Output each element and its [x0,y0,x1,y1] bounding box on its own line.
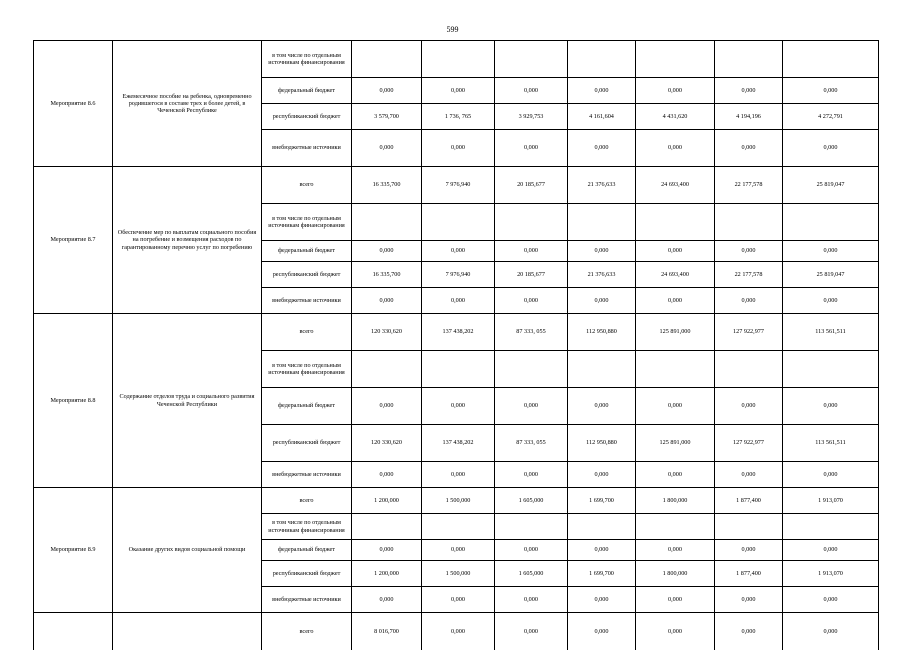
value-cell [352,351,422,388]
value-cell [568,351,636,388]
value-cell: 25 819,047 [783,262,879,288]
value-cell: 0,000 [715,288,783,314]
value-cell: 0,000 [495,540,568,561]
value-cell: 0,000 [495,241,568,262]
funding-source-cell: республиканский бюджет [262,561,352,587]
measure-cell: Мероприятие 8.7 [34,167,113,314]
funding-source-cell: всего [262,314,352,351]
value-cell: 3 929,753 [495,104,568,130]
value-cell: 0,000 [715,241,783,262]
value-cell: 0,000 [636,613,715,650]
value-cell: 0,000 [495,288,568,314]
funding-source-cell: всего [262,613,352,650]
value-cell: 0,000 [495,130,568,167]
value-cell [715,514,783,540]
value-cell: 112 950,880 [568,314,636,351]
value-cell [715,41,783,78]
funding-source-cell: федеральный бюджет [262,241,352,262]
value-cell: 22 177,578 [715,167,783,204]
value-cell: 1 500,000 [422,488,495,514]
value-cell: 0,000 [568,388,636,425]
value-cell [352,514,422,540]
value-cell [715,351,783,388]
value-cell: 137 438,202 [422,425,495,462]
value-cell: 0,000 [715,587,783,613]
value-cell: 3 579,700 [352,104,422,130]
value-cell [352,204,422,241]
table-row [34,314,879,351]
value-cell [495,41,568,78]
value-cell: 0,000 [783,288,879,314]
funding-source-cell: республиканский бюджет [262,104,352,130]
value-cell [422,514,495,540]
funding-source-cell: всего [262,488,352,514]
value-cell: 4 194,196 [715,104,783,130]
value-cell: 0,000 [495,587,568,613]
value-cell: 1 800,000 [636,488,715,514]
value-cell: 0,000 [636,241,715,262]
value-cell: 0,000 [783,613,879,650]
funding-source-cell: в том числе по отдельным источникам финансирования [262,41,352,78]
value-cell: 120 330,620 [352,425,422,462]
value-cell: 0,000 [422,388,495,425]
value-cell: 0,000 [636,587,715,613]
value-cell: 125 891,000 [636,314,715,351]
value-cell: 0,000 [715,613,783,650]
value-cell: 0,000 [352,587,422,613]
budget-table [33,40,879,650]
value-cell: 1 736, 765 [422,104,495,130]
description-cell: Оказание других видов социальной помощи [113,488,262,613]
value-cell: 0,000 [422,613,495,650]
value-cell [636,41,715,78]
value-cell: 0,000 [422,288,495,314]
value-cell: 113 561,511 [783,425,879,462]
value-cell: 0,000 [715,540,783,561]
value-cell: 0,000 [352,388,422,425]
value-cell: 113 561,511 [783,314,879,351]
value-cell: 0,000 [495,613,568,650]
value-cell: 0,000 [636,130,715,167]
value-cell [422,41,495,78]
value-cell: 8 016,700 [352,613,422,650]
value-cell: 0,000 [422,540,495,561]
value-cell: 0,000 [636,462,715,488]
value-cell: 0,000 [783,388,879,425]
value-cell [568,204,636,241]
value-cell: 1 913,070 [783,488,879,514]
value-cell: 1 699,700 [568,488,636,514]
value-cell: 0,000 [568,587,636,613]
value-cell: 0,000 [783,540,879,561]
measure-cell: Мероприятие 8.8 [34,314,113,488]
value-cell: 16 335,700 [352,262,422,288]
value-cell: 0,000 [352,288,422,314]
funding-source-cell: внебюджетные источники [262,288,352,314]
value-cell: 0,000 [568,540,636,561]
funding-source-cell: в том числе по отдельным источникам финансирования [262,514,352,540]
value-cell: 0,000 [352,78,422,104]
value-cell [422,351,495,388]
value-cell: 0,000 [783,241,879,262]
value-cell: 0,000 [715,388,783,425]
funding-source-cell: в том числе по отдельным источникам финансирования [262,204,352,241]
measure-cell: Мероприятие 8.9 [34,488,113,613]
description-cell: Содержание отделов труда и социального развития Чеченской Республики [113,314,262,488]
measure-cell: Мероприятие 8.6 [34,41,113,167]
value-cell: 0,000 [636,388,715,425]
value-cell: 1 877,400 [715,488,783,514]
value-cell [422,204,495,241]
value-cell: 120 330,620 [352,314,422,351]
value-cell: 7 976,940 [422,262,495,288]
value-cell [495,204,568,241]
value-cell: 0,000 [422,462,495,488]
value-cell: 1 605,000 [495,488,568,514]
value-cell: 24 693,400 [636,167,715,204]
page-number: 599 [446,25,459,34]
table-row [34,41,879,78]
value-cell: 0,000 [495,388,568,425]
value-cell: 0,000 [636,78,715,104]
funding-source-cell: внебюджетные источники [262,462,352,488]
funding-source-cell: федеральный бюджет [262,388,352,425]
value-cell: 137 438,202 [422,314,495,351]
value-cell [636,351,715,388]
funding-source-cell: республиканский бюджет [262,425,352,462]
description-cell: Обеспечение мер по выплатам социального пособия на погребение и возмещения расходов по гарантированному перечню услуг по погребению [113,167,262,314]
value-cell [783,204,879,241]
value-cell: 21 376,633 [568,262,636,288]
value-cell: 0,000 [715,130,783,167]
value-cell: 7 976,940 [422,167,495,204]
value-cell: 0,000 [715,78,783,104]
value-cell: 0,000 [422,241,495,262]
value-cell: 4 431,620 [636,104,715,130]
value-cell [495,514,568,540]
value-cell: 0,000 [495,462,568,488]
value-cell: 21 376,633 [568,167,636,204]
value-cell [715,204,783,241]
value-cell: 87 333, 055 [495,314,568,351]
value-cell: 0,000 [568,241,636,262]
funding-source-cell: федеральный бюджет [262,540,352,561]
value-cell: 0,000 [568,613,636,650]
value-cell: 87 333, 055 [495,425,568,462]
value-cell: 1 877,400 [715,561,783,587]
value-cell: 0,000 [352,540,422,561]
value-cell [783,351,879,388]
value-cell: 0,000 [715,462,783,488]
funding-source-cell: федеральный бюджет [262,78,352,104]
budget-table-body [34,41,879,650]
value-cell [636,514,715,540]
value-cell: 0,000 [636,540,715,561]
value-cell: 0,000 [495,78,568,104]
table-row [34,488,879,514]
value-cell: 127 922,977 [715,425,783,462]
value-cell: 0,000 [568,130,636,167]
funding-source-cell: внебюджетные источники [262,587,352,613]
description-cell: Ежемесячное пособие на ребенка, одновременно родившегося в составе трех и более детей, в Чеченской Республике [113,41,262,167]
value-cell: 4 272,791 [783,104,879,130]
table-row [34,613,879,650]
value-cell: 112 950,880 [568,425,636,462]
value-cell: 1 800,000 [636,561,715,587]
value-cell: 16 335,700 [352,167,422,204]
value-cell: 0,000 [422,587,495,613]
value-cell: 1 699,700 [568,561,636,587]
value-cell: 4 161,604 [568,104,636,130]
value-cell: 0,000 [783,78,879,104]
value-cell: 22 177,578 [715,262,783,288]
value-cell: 1 913,070 [783,561,879,587]
value-cell: 1 500,000 [422,561,495,587]
funding-source-cell: в том числе по отдельным источникам финансирования [262,351,352,388]
value-cell [495,351,568,388]
value-cell: 0,000 [352,130,422,167]
funding-source-cell: всего [262,167,352,204]
funding-source-cell: республиканский бюджет [262,262,352,288]
value-cell: 1 200,000 [352,561,422,587]
value-cell: 0,000 [568,288,636,314]
value-cell: 125 891,000 [636,425,715,462]
value-cell [783,514,879,540]
value-cell: 1 605,000 [495,561,568,587]
value-cell: 24 693,400 [636,262,715,288]
value-cell: 0,000 [422,78,495,104]
value-cell: 0,000 [352,462,422,488]
table-row [34,167,879,204]
description-cell [113,613,262,650]
value-cell [783,41,879,78]
value-cell [352,41,422,78]
funding-source-cell: внебюджетные источники [262,130,352,167]
value-cell: 0,000 [352,241,422,262]
value-cell: 25 819,047 [783,167,879,204]
value-cell [568,41,636,78]
value-cell: 0,000 [783,587,879,613]
value-cell: 0,000 [422,130,495,167]
value-cell [568,514,636,540]
value-cell: 20 185,677 [495,167,568,204]
value-cell: 0,000 [568,78,636,104]
value-cell: 0,000 [783,462,879,488]
value-cell: 0,000 [783,130,879,167]
value-cell: 0,000 [636,288,715,314]
value-cell: 0,000 [568,462,636,488]
value-cell: 1 200,000 [352,488,422,514]
value-cell: 20 185,677 [495,262,568,288]
measure-cell [34,613,113,650]
value-cell [636,204,715,241]
value-cell: 127 922,977 [715,314,783,351]
